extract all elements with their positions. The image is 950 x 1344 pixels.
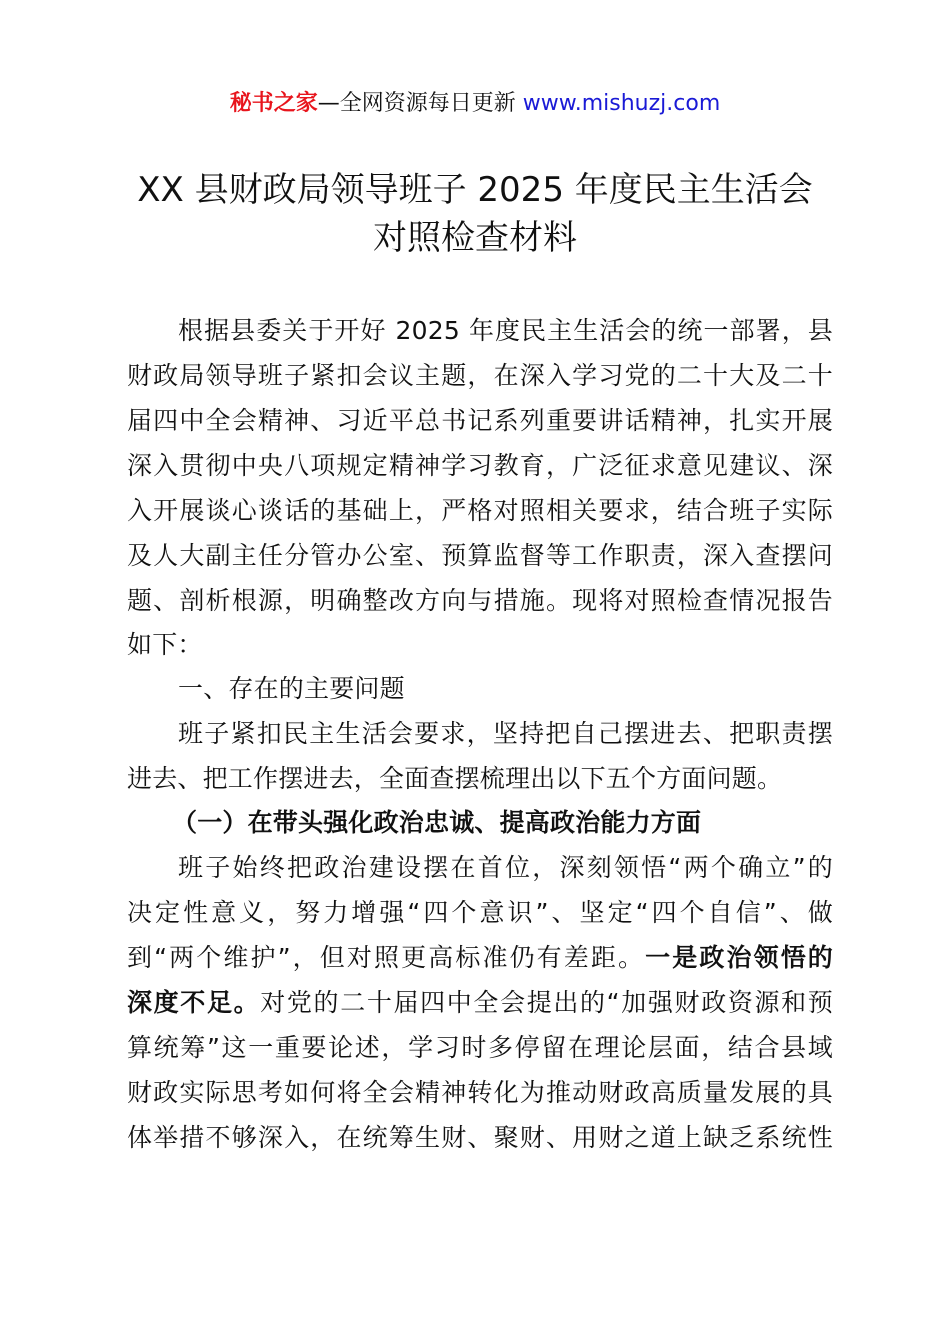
intro-line: 财政局领导班子紧扣会议主题，在深入学习党的二十大及二十 [127,361,833,390]
section-intro-line: 班子紧扣民主生活会要求，坚持把自己摆进去、把职责摆 [178,719,833,748]
document-title [0,166,950,262]
intro-line: 题、剖析根源，明确整改方向与措施。现将对照检查情况报告 [127,586,833,615]
paragraph-text: 对党的二十届四中全会提出的“加强财政资源和预 [260,988,833,1017]
paragraph-line: 算统筹”这一重要论述，学习时多停留在理论层面，结合县域 [127,1033,833,1062]
site-url-link[interactable]: www.mishuzj.com [522,91,721,116]
brand-name: 秘书之家 [229,91,318,116]
intro-line: 及人大副主任分管办公室、预算监督等工作职责，深入查摆问 [127,541,833,570]
paragraph-line: 财政实际思考如何将全会精神转化为推动财政高质量发展的具 [127,1078,833,1107]
title-line-2: 对照检查材料 [373,218,577,258]
intro-line: 如下： [127,630,203,659]
site-banner [0,86,950,122]
point-heading-bold: 深度不足。 [127,988,261,1017]
paragraph-line: 体举措不够深入，在统筹生财、聚财、用财之道上缺乏系统性 [127,1123,833,1152]
subsection-heading: （一）在带头强化政治忠诚、提高政治能力方面 [172,808,702,837]
title-line-1: XX 县财政局领导班子 2025 年度民主生活会 [137,170,813,210]
section-heading: 一、存在的主要问题 [178,674,405,703]
intro-line: 根据县委关于开好 2025 年度民主生活会的统一部署，县 [178,316,833,345]
intro-line: 入开展谈心谈话的基础上，严格对照相关要求，结合班子实际 [127,496,833,525]
banner-tagline: —全网资源每日更新 [317,91,516,116]
intro-line: 深入贯彻中央八项规定精神学习教育，广泛征求意见建议、深 [127,451,833,480]
section-intro-line: 进去、把工作摆进去，全面查摆梳理出以下五个方面问题。 [127,764,783,793]
intro-line: 届四中全会精神、习近平总书记系列重要讲话精神，扎实开展 [127,406,833,435]
paragraph-line [127,941,833,975]
paragraph-line: 班子始终把政治建设摆在首位，深刻领悟“两个确立”的 [178,853,833,882]
point-heading-bold: 一是政治领悟的 [645,943,834,972]
paragraph-line: 决定性意义，努力增强“四个意识”、坚定“四个自信”、做 [127,898,833,927]
paragraph-line [127,986,833,1020]
paragraph-text: 到“两个维护”，但对照更高标准仍有差距。 [127,943,646,972]
